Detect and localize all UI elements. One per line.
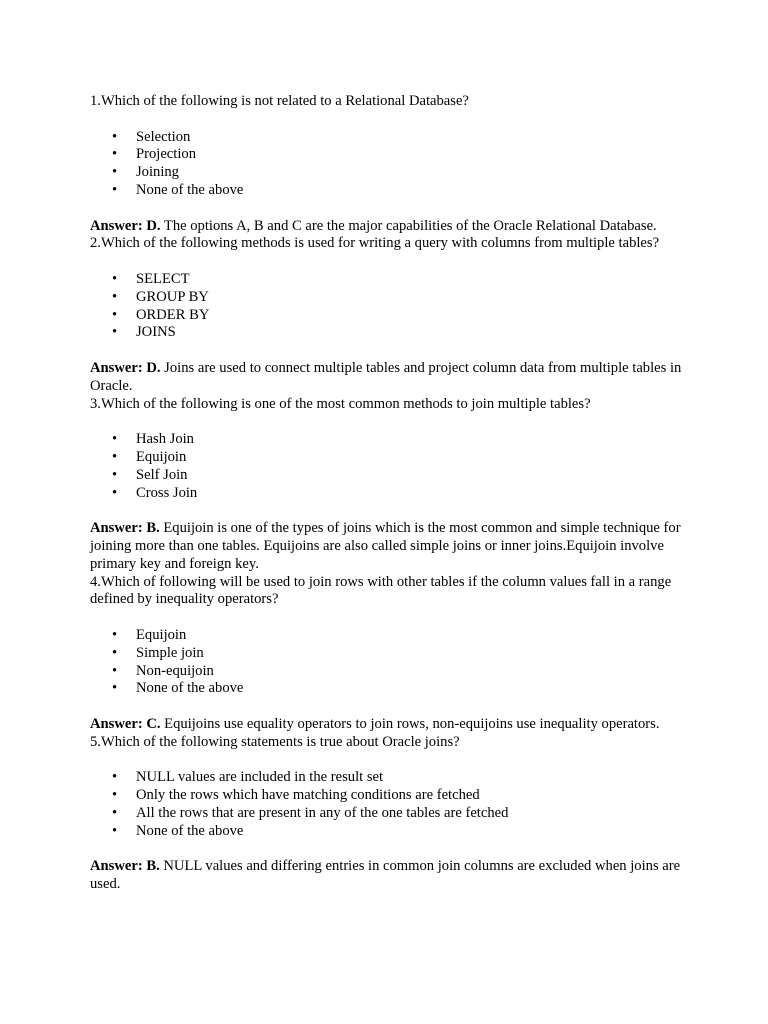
answer-label: Answer: B. — [90, 858, 160, 875]
answer-text — [90, 716, 690, 734]
options-list — [90, 431, 690, 502]
option-item — [90, 645, 690, 663]
bullet-icon: • — [112, 324, 118, 341]
answer-label: Answer: D. — [90, 359, 161, 376]
option-item — [90, 769, 690, 787]
option-text: Equijoin — [136, 448, 187, 465]
option-text: SELECT — [136, 270, 190, 287]
question-block — [90, 93, 690, 235]
option-item — [90, 627, 690, 645]
bullet-icon: • — [112, 146, 118, 163]
question-text: 1.Which of the following is not related to a Relational Database? — [90, 93, 469, 109]
option-text: Cross Join — [136, 484, 198, 501]
option-text: Joining — [136, 164, 179, 181]
option-text: JOINS — [136, 324, 176, 341]
option-item — [90, 805, 690, 823]
answer-text — [90, 360, 690, 396]
question-block — [90, 396, 690, 574]
option-text: None of the above — [136, 822, 244, 839]
option-text: NULL values are included in the result set — [136, 769, 384, 786]
option-item — [90, 146, 690, 164]
bullet-icon: • — [112, 644, 118, 661]
question-block — [90, 235, 690, 395]
option-item — [90, 289, 690, 307]
option-text: Non-equijoin — [136, 662, 214, 679]
option-item — [90, 467, 690, 485]
bullet-icon: • — [112, 680, 118, 697]
bullet-icon: • — [112, 306, 118, 323]
bullet-icon: • — [112, 662, 118, 679]
answer-label: Answer: C. — [90, 715, 161, 732]
options-list — [90, 129, 690, 200]
options-list — [90, 627, 690, 698]
option-text: Equijoin — [136, 626, 187, 643]
bullet-icon: • — [112, 769, 118, 786]
answer-label: Answer: D. — [90, 217, 161, 234]
answer-label: Answer: B. — [90, 520, 160, 537]
option-text: Hash Join — [136, 431, 194, 448]
option-item — [90, 307, 690, 325]
option-text: Projection — [136, 146, 196, 163]
option-item — [90, 324, 690, 342]
bullet-icon: • — [112, 431, 118, 448]
option-item — [90, 449, 690, 467]
bullet-icon: • — [112, 128, 118, 145]
option-text: ORDER BY — [136, 306, 210, 323]
bullet-icon: • — [112, 181, 118, 198]
options-list — [90, 271, 690, 342]
bullet-icon: • — [112, 288, 118, 305]
question-text: 2.Which of the following methods is used for writing a query with columns from multiple tables? — [90, 235, 660, 252]
question-text: 3.Which of the following is one of the most common methods to join multiple tables? — [90, 395, 591, 412]
bullet-icon: • — [112, 804, 118, 821]
option-text: All the rows that are present in any of the one tables are fetched — [136, 804, 509, 821]
option-text: GROUP BY — [136, 288, 209, 305]
option-text: Only the rows which have matching conditions are fetched — [136, 787, 480, 804]
option-text: Selection — [136, 128, 191, 145]
question-text: 4.Which of following will be used to join rows with other tables if the column values fall in a range defined by inequality operators? — [90, 573, 672, 608]
option-text: Simple join — [136, 644, 204, 661]
answer-explanation: Joins are used to connect multiple tables and project column data from multiple tables in Oracle. — [90, 359, 682, 394]
options-list — [90, 769, 690, 840]
option-item — [90, 663, 690, 681]
answer-text — [90, 858, 690, 894]
option-text: Self Join — [136, 466, 188, 483]
bullet-icon: • — [112, 822, 118, 839]
answer-explanation: NULL values and differing entries in common join columns are excluded when joins are used. — [90, 858, 681, 893]
question-block — [90, 734, 690, 894]
option-item — [90, 271, 690, 289]
option-item — [90, 431, 690, 449]
option-item — [90, 164, 690, 182]
bullet-icon: • — [112, 484, 118, 501]
option-item — [90, 182, 690, 200]
bullet-icon: • — [112, 164, 118, 181]
bullet-icon: • — [112, 448, 118, 465]
answer-text — [90, 218, 690, 236]
option-text: None of the above — [136, 181, 244, 198]
bullet-icon: • — [112, 787, 118, 804]
bullet-icon: • — [112, 466, 118, 483]
document-page — [90, 93, 690, 894]
answer-explanation: Equijoins use equality operators to join rows, non-equijoins use inequality operators. — [160, 715, 660, 732]
answer-explanation: The options A, B and C are the major capabilities of the Oracle Relational Database. — [160, 217, 657, 234]
bullet-icon: • — [112, 626, 118, 643]
option-item — [90, 787, 690, 805]
option-item — [90, 823, 690, 841]
option-item — [90, 485, 690, 503]
bullet-icon: • — [112, 270, 118, 287]
question-block — [90, 574, 690, 734]
option-item — [90, 680, 690, 698]
option-text: None of the above — [136, 680, 244, 697]
answer-text — [90, 520, 690, 573]
option-item — [90, 129, 690, 147]
answer-explanation: Equijoin is one of the types of joins which is the most common and simple technique for joining more than one tables. Equijoins are also called simple joins or inner joins.Equijoin involve primary key and foreign key. — [90, 520, 681, 572]
question-text: 5.Which of the following statements is true about Oracle joins? — [90, 733, 460, 750]
